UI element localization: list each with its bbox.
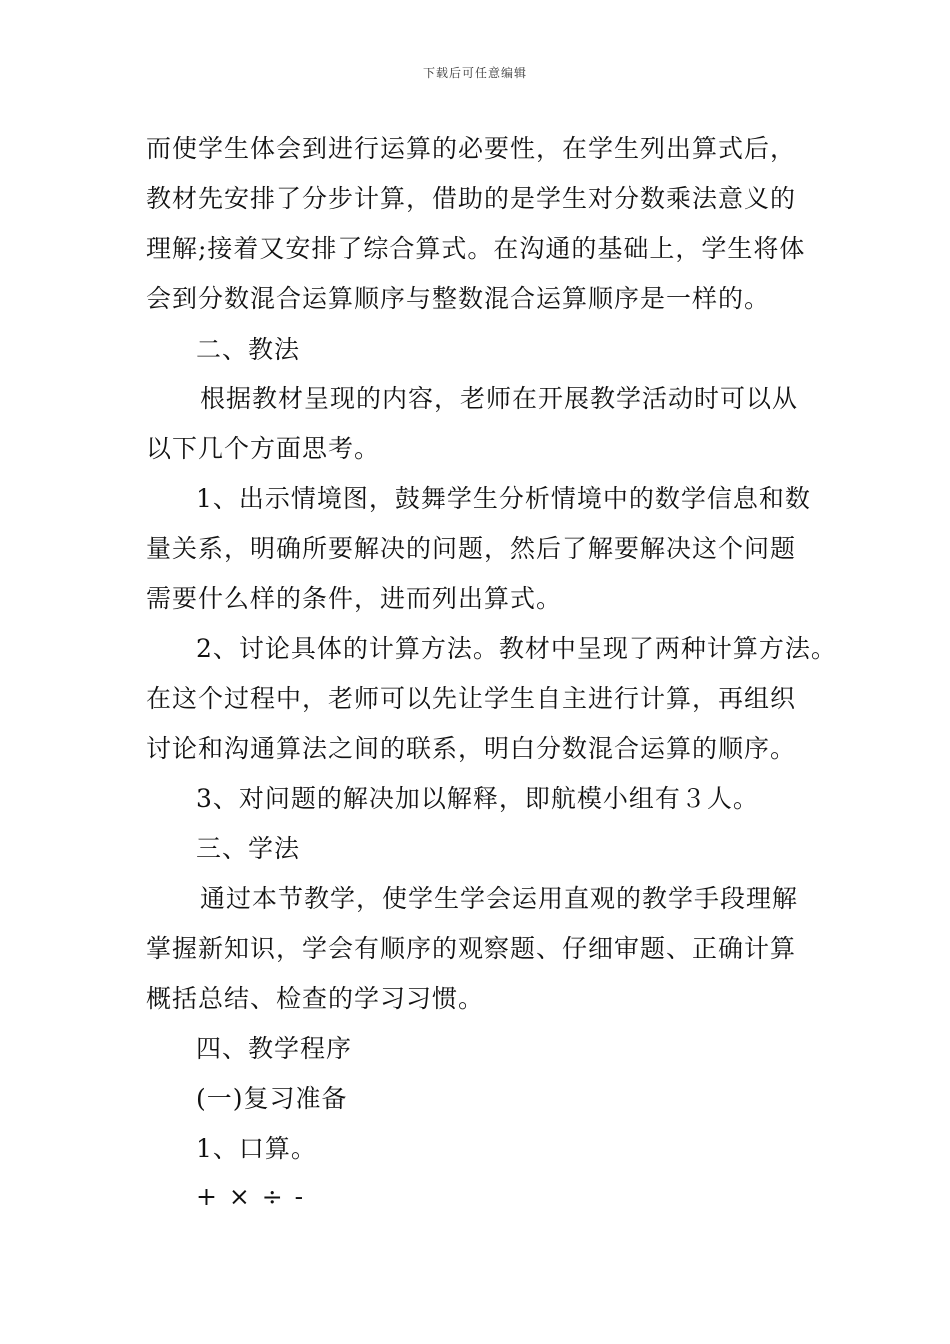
list-item-3: 3、对问题的解决加以解释，即航模小组有３人。: [196, 784, 759, 813]
paragraph-line: 在这个过程中，老师可以先让学生自主进行计算，再组织: [146, 684, 797, 713]
paragraph-line: 根据教材呈现的内容，老师在开展教学活动时可以从: [200, 384, 799, 413]
paragraph-line: 而使学生体会到进行运算的必要性，在学生列出算式后，: [146, 134, 797, 163]
paragraph-line: 讨论和沟通算法之间的联系，明白分数混合运算的顺序。: [146, 734, 797, 763]
paragraph-line: 教材先安排了分步计算，借助的是学生对分数乘法意义的: [146, 184, 797, 213]
paragraph-line: 掌握新知识，学会有顺序的观察题、仔细审题、正确计算: [146, 934, 797, 963]
paragraph-line: 通过本节教学，使学生学会运用直观的教学手段理解: [200, 884, 799, 913]
subsection-heading-review: (一)复习准备: [196, 1084, 348, 1113]
paragraph-line: 概括总结、检查的学习习惯。: [146, 984, 485, 1013]
list-item-1: 1、出示情境图，鼓舞学生分析情境中的数学信息和数: [196, 484, 811, 513]
paragraph-line: 理解;接着又安排了综合算式。在沟通的基础上，学生将体: [146, 234, 806, 263]
section-heading-learning-method: 三、学法: [196, 834, 301, 863]
page-header: 下载后可任意编辑: [422, 66, 527, 80]
paragraph-line: 以下几个方面思考。: [146, 434, 381, 463]
operator-symbols: + × ÷ -: [196, 1182, 306, 1211]
list-item-oral-calculation: 1、口算。: [196, 1134, 317, 1163]
paragraph-line: 需要什么样的条件，进而列出算式。: [146, 584, 563, 613]
paragraph-line: 量关系，明确所要解决的问题，然后了解要解决这个问题: [146, 534, 797, 563]
section-heading-teaching-method: 二、教法: [196, 335, 301, 364]
section-heading-teaching-procedure: 四、教学程序: [196, 1034, 353, 1063]
list-item-2: 2、讨论具体的计算方法。教材中呈现了两种计算方法。: [196, 634, 837, 663]
paragraph-line: 会到分数混合运算顺序与整数混合运算顺序是一样的。: [146, 284, 771, 313]
